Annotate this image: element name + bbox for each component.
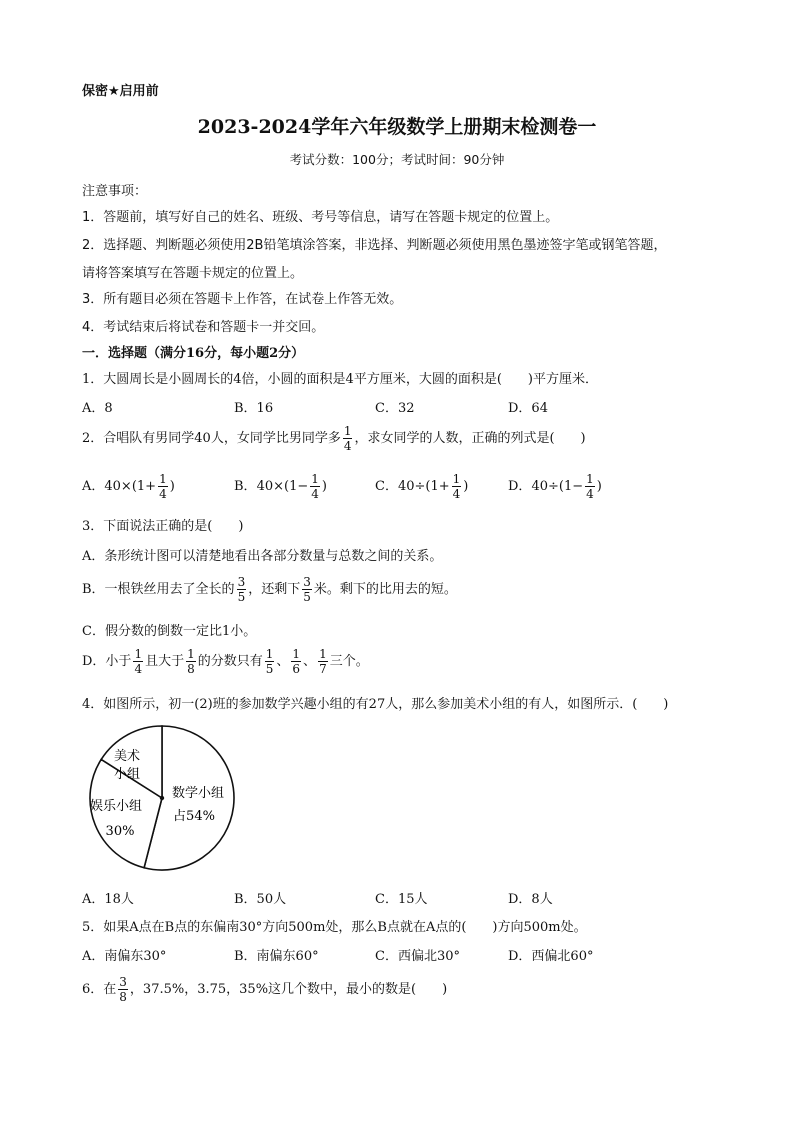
q2-text-post: ，求女同学的人数，正确的列式是( ) <box>354 431 586 446</box>
fraction <box>158 473 168 500</box>
pie-center-dot <box>160 796 164 800</box>
q6-text-pre: 6．在 <box>82 982 117 997</box>
fraction-denominator: 4 <box>134 662 143 676</box>
question-3: 3．下面说法正确的是( ) <box>82 519 244 534</box>
fraction-denominator: 5 <box>303 590 311 604</box>
fraction <box>118 976 128 1003</box>
fraction-denominator: 8 <box>119 990 127 1004</box>
fraction <box>302 576 312 603</box>
fraction <box>133 648 143 675</box>
fraction-numerator: 1 <box>159 472 167 486</box>
separator: 、 <box>276 654 290 669</box>
note-item: 1．答题前，填写好自己的姓名、班级、考号等信息，请写在答题卡规定的位置上。 <box>82 210 559 225</box>
fraction-numerator: 1 <box>134 647 143 661</box>
option-expr: 40÷(1− <box>531 479 584 494</box>
fraction <box>310 473 320 500</box>
q5-option-c: C．西偏北30° <box>375 949 460 964</box>
fraction <box>318 648 328 675</box>
fraction-denominator: 4 <box>586 487 594 501</box>
fraction-numerator: 1 <box>187 647 195 661</box>
q2-option-d <box>508 473 602 500</box>
q4-option-a: A．18人 <box>82 892 134 907</box>
q4-option-b: B．50人 <box>234 892 287 907</box>
fraction <box>237 576 247 603</box>
q2-option-b <box>234 473 327 500</box>
exam-info: 考试分数：100分；考试时间：90分钟 <box>289 152 505 167</box>
question-1: 1．大圆周长是小圆周长的4倍，小圆的面积是4平方厘米，大圆的面积是( )平方厘米． <box>82 372 598 387</box>
q3-option-a: A．条形统计图可以清楚地看出各部分数量与总数之间的关系。 <box>82 549 443 564</box>
option-label: B． <box>234 479 257 494</box>
q5-option-b: B．南偏东60° <box>234 949 319 964</box>
note-item: 3．所有题目必须在答题卡上作答，在试卷上作答无效。 <box>82 292 403 307</box>
pie-label-entertainment-pct: 30% <box>105 824 135 839</box>
q3-option-d <box>82 648 369 675</box>
fraction-denominator: 5 <box>237 590 246 604</box>
fraction-denominator: 7 <box>319 662 327 676</box>
q1-option-b: B．16 <box>234 401 274 416</box>
fraction-numerator: 1 <box>292 647 301 661</box>
section-heading: 一．选择题（满分16分，每小题2分） <box>82 346 305 361</box>
option-text: 米。剩下的比用去的短。 <box>313 582 457 597</box>
option-text: B．一根铁丝用去了全长的 <box>82 582 235 597</box>
pie-label-entertainment: 娱乐小组 <box>89 799 143 814</box>
fraction-denominator: 8 <box>187 662 195 676</box>
fraction-numerator: 1 <box>586 472 594 486</box>
option-close: ) <box>169 479 175 494</box>
fraction-numerator: 3 <box>119 975 127 989</box>
pie-label-art: 美术 <box>113 749 141 764</box>
fraction-denominator: 5 <box>265 662 274 676</box>
pie-label-math: 数学小组 <box>171 786 225 801</box>
option-text: D．小于 <box>82 654 132 669</box>
option-close: ) <box>321 479 327 494</box>
q5-option-a: A．南偏东30° <box>82 949 167 964</box>
option-text: 且大于 <box>145 654 185 669</box>
q4-option-c: C．15人 <box>375 892 428 907</box>
fraction <box>186 648 196 675</box>
fraction-denominator: 6 <box>292 662 301 676</box>
question-4: 4．如图所示，初一(2)班的参加数学兴趣小组的有27人，那么参加美术小组的有人，如图所示．( ) <box>82 697 669 712</box>
option-expr: 40×(1− <box>256 479 309 494</box>
fraction-numerator: 1 <box>265 647 274 661</box>
confidential-mark: 保密★启用前 <box>82 84 159 99</box>
option-label: C． <box>375 479 398 494</box>
pie-label-art: 小组 <box>113 767 141 782</box>
fraction-denominator: 4 <box>159 487 167 501</box>
fraction <box>585 473 595 500</box>
note-item: 请将答案填写在答题卡规定的位置上。 <box>82 266 304 281</box>
fraction <box>452 473 462 500</box>
q3-option-b <box>82 576 457 603</box>
q5-option-d: D．西偏北60° <box>508 949 594 964</box>
notes-heading: 注意事项： <box>82 184 148 199</box>
fraction-numerator: 1 <box>343 424 352 438</box>
pie-label-math-pct: 占54% <box>173 809 215 824</box>
fraction-numerator: 1 <box>319 647 327 661</box>
exam-title: 2023-2024学年六年级数学上册期末检测卷一 <box>197 116 597 138</box>
pie-chart <box>82 718 242 878</box>
option-close: ) <box>596 479 602 494</box>
option-expr: 40×(1+ <box>104 479 157 494</box>
q1-option-a: A．8 <box>82 401 113 416</box>
q1-option-d: D．64 <box>508 401 548 416</box>
fraction <box>291 648 301 675</box>
q4-option-d: D．8人 <box>508 892 553 907</box>
option-text: ，还剩下 <box>248 582 301 597</box>
separator: 、 <box>303 654 317 669</box>
option-label: A． <box>82 479 105 494</box>
question-6 <box>82 976 447 1003</box>
option-text: 三个。 <box>329 654 369 669</box>
fraction-numerator: 1 <box>452 472 461 486</box>
fraction-numerator: 3 <box>303 575 311 589</box>
note-item: 4．考试结束后将试卷和答题卡一并交回。 <box>82 320 325 335</box>
q1-option-c: C．32 <box>375 401 415 416</box>
fraction-denominator: 4 <box>311 487 319 501</box>
option-text: 的分数只有 <box>197 654 263 669</box>
q2-option-c <box>375 473 468 500</box>
question-5: 5．如果A点在B点的东偏南30°方向500m处，那么B点就在A点的( )方向500m处。 <box>82 920 587 935</box>
q6-text-post: ，37.5%，3.75，35%这几个数中，最小的数是( ) <box>129 982 448 997</box>
fraction-numerator: 1 <box>311 472 319 486</box>
fraction-denominator: 4 <box>452 487 461 501</box>
fraction <box>265 648 275 675</box>
question-2 <box>82 425 586 452</box>
q3-option-c: C．假分数的倒数一定比1小。 <box>82 624 257 639</box>
option-close: ) <box>463 479 469 494</box>
note-item: 2．选择题、判断题必须使用2B铅笔填涂答案，非选择、判断题必须使用黑色墨迹签字笔或钢笔答题， <box>82 238 667 253</box>
fraction-numerator: 3 <box>237 575 246 589</box>
q2-option-a <box>82 473 175 500</box>
fraction <box>343 425 353 452</box>
fraction-denominator: 4 <box>343 439 352 453</box>
option-label: D． <box>508 479 532 494</box>
option-expr: 40÷(1+ <box>397 479 450 494</box>
q2-text-pre: 2．合唱队有男同学40人，女同学比男同学多 <box>82 431 341 446</box>
